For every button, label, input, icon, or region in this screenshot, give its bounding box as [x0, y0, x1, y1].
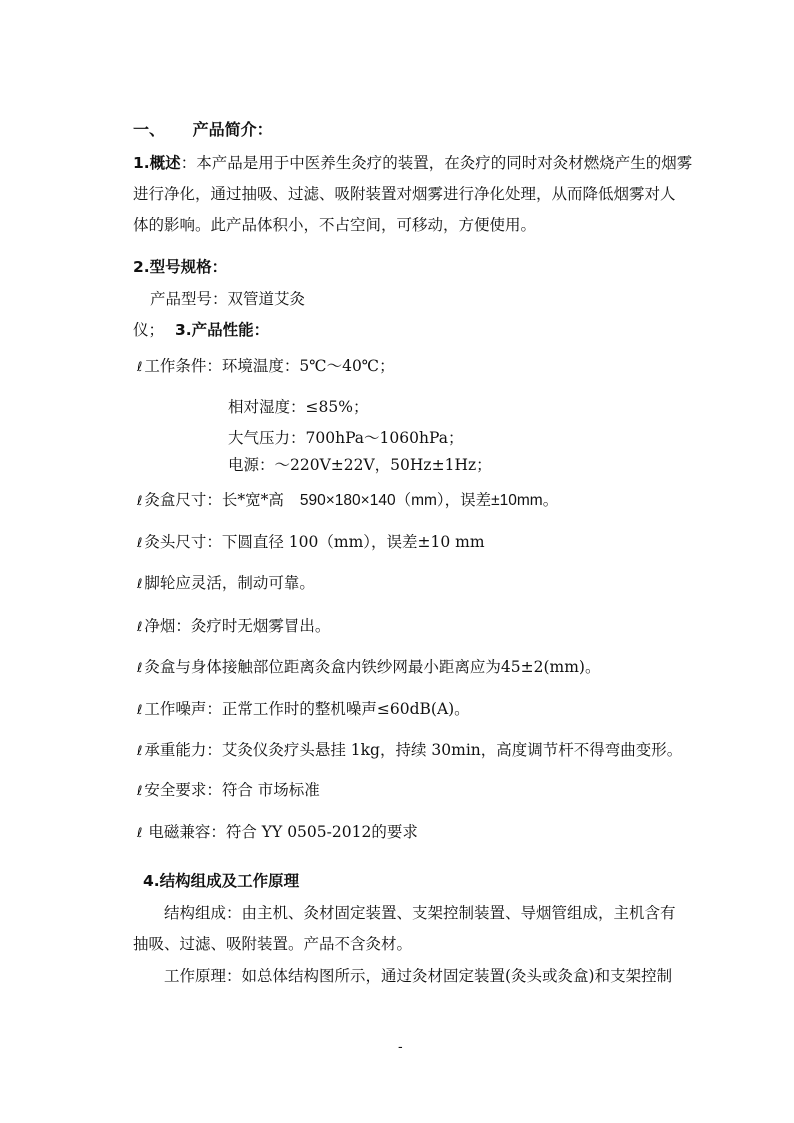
structure-line-1: 结构组成：由主机、灸材固定装置、支架控制装置、导烟管组成，主机含有	[164, 904, 676, 922]
section-number: 一、	[133, 120, 166, 139]
performance-heading: 3.产品性能：	[174, 321, 270, 339]
bullet-icon: ℓ	[137, 703, 143, 718]
spec-humidity: 相对湿度：≤85%；	[228, 398, 369, 416]
overview-paragraph-line-1	[133, 153, 692, 173]
bullet-icon: ℓ	[137, 620, 143, 635]
spec-text: 脚轮应灵活，制动可靠。	[144, 574, 315, 592]
bullet-icon: ℓ	[137, 536, 143, 551]
structure-line-3: 工作原理：如总体结构图所示，通过灸材固定装置(灸头或灸盒)和支架控制	[164, 967, 673, 985]
structure-heading: 4.结构组成及工作原理	[143, 872, 300, 890]
spec-power: 电源：～220V±22V，50Hz±1Hz；	[228, 456, 492, 474]
spec-distance	[137, 657, 600, 679]
spec-head-size	[137, 532, 485, 554]
spec-smoke	[137, 616, 330, 638]
structure-line-2: 抽吸、过滤、吸附装置。产品不含灸材。	[133, 935, 413, 953]
spec-emc	[137, 822, 418, 844]
bullet-icon: ℓ	[137, 826, 143, 841]
spec-pressure: 大气压力：700hPa～1060hPa；	[228, 429, 464, 447]
spec-noise	[137, 699, 470, 721]
spec-text: 电磁兼容：符合 YY 0505-2012的要求	[148, 823, 418, 841]
spec-text: 灸头尺寸：下圆直径 100（mm），误差±10 mm	[144, 533, 485, 551]
overview-label: 1.概述	[133, 154, 181, 172]
bullet-icon: ℓ	[137, 577, 143, 592]
bullet-icon: ℓ	[137, 784, 143, 799]
spec-safety	[137, 780, 320, 802]
spec-load	[137, 740, 682, 762]
bullet-icon: ℓ	[137, 661, 143, 676]
spec-box-size-value: 590×180×140（mm），误差±10mm。	[299, 492, 559, 509]
spec-text: 灸盒与身体接触部位距离灸盒内铁纱网最小距离应为45±2(mm)。	[144, 658, 601, 676]
model-heading: 2.型号规格：	[133, 258, 228, 276]
overview-paragraph-line-2: 进行净化，通过抽吸、过滤、吸附装置对烟雾进行净化处理，从而降低烟雾对人	[133, 185, 676, 203]
model-wrap: 仪；	[133, 321, 165, 339]
model-wrap-line	[133, 320, 269, 340]
spec-casters	[137, 573, 315, 595]
spec-text: 工作噪声：正常工作时的整机噪声≤60dB(A)。	[144, 700, 470, 718]
spec-text: 安全要求：符合 市场标准	[144, 781, 320, 799]
page-footer-mark: -	[398, 1038, 403, 1054]
spec-text: 承重能力：艾灸仪灸疗头悬挂 1kg，持续 30min，高度调节杆不得弯曲变形。	[144, 741, 683, 759]
spec-text: 净烟：灸疗时无烟雾冒出。	[144, 617, 331, 635]
section-heading	[133, 120, 273, 140]
spec-working-condition	[137, 356, 395, 378]
bullet-icon: ℓ	[137, 494, 143, 509]
bullet-icon: ℓ	[137, 744, 143, 759]
bullet-icon: ℓ	[137, 360, 143, 375]
model-line: 产品型号：双管道艾灸	[150, 290, 306, 308]
spec-box-size	[137, 490, 558, 512]
section-title: 产品简介：	[192, 120, 273, 139]
overview-text-1: ：本产品是用于中医养生灸疗的装置，在灸疗的同时对灸材燃烧产生的烟雾	[180, 154, 693, 172]
spec-box-size-label: 灸盒尺寸：长*宽*高	[144, 491, 284, 509]
spec-text: 工作条件：环境温度：5℃～40℃；	[144, 357, 395, 375]
overview-paragraph-line-3: 体的影响。此产品体积小，不占空间，可移动，方便使用。	[133, 216, 537, 234]
